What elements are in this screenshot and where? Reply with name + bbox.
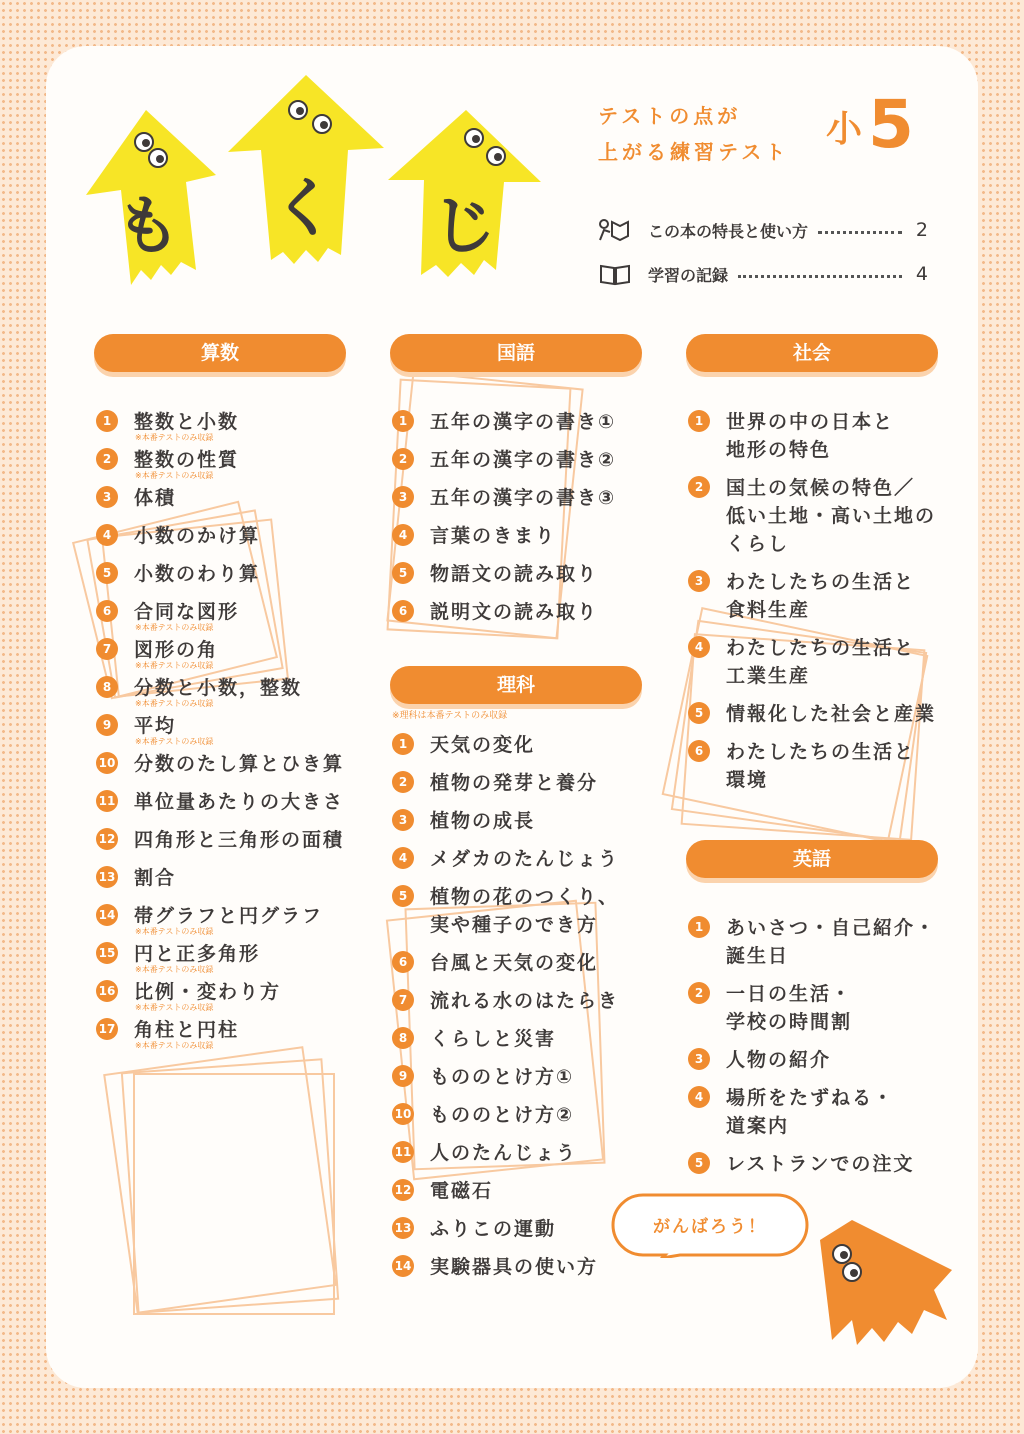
item-label: 体積 (134, 487, 177, 509)
item-label: 五年の漢字の書き① (430, 411, 617, 433)
item-label: 五年の漢字の書き② (430, 449, 617, 471)
item-note: ※本番テストのみ収録 (135, 927, 214, 936)
item-note: ※本番テストのみ収録 (135, 1041, 214, 1050)
item-label: 角柱と円柱 (134, 1019, 240, 1041)
item-label: わたしたちの生活と 食料生産 (726, 571, 916, 621)
item-label: 実験器具の使い方 (430, 1256, 599, 1278)
item-number-badge: 11 (392, 1141, 414, 1163)
item-label: 小数のかけ算 (134, 525, 261, 547)
item-number-badge: 16 (96, 980, 118, 1002)
item-number-badge: 4 (392, 524, 414, 546)
item-number-badge: 9 (96, 714, 118, 736)
item-number-badge: 3 (96, 486, 118, 508)
toc-item[interactable] (94, 408, 346, 442)
toc-item[interactable] (686, 568, 938, 624)
title-char-ku: く (272, 172, 336, 246)
item-number-badge: 1 (96, 410, 118, 432)
toc-item[interactable] (94, 978, 346, 1012)
item-note: ※本番テストのみ収録 (135, 623, 214, 632)
item-note: ※本番テストのみ収録 (135, 433, 214, 442)
item-number-badge: 4 (392, 847, 414, 869)
grade-number: 5 (868, 86, 914, 163)
toc-item[interactable] (686, 700, 938, 728)
item-number-badge: 3 (688, 1048, 710, 1070)
front-matter-label: この本の特長と使い方 (648, 221, 809, 241)
item-note: ※本番テストのみ収録 (135, 699, 214, 708)
english-section (686, 840, 938, 1188)
item-label: ふりこの運動 (430, 1218, 557, 1240)
item-number-badge: 6 (392, 600, 414, 622)
item-number-badge: 5 (392, 562, 414, 584)
toc-item[interactable] (94, 902, 346, 936)
front-matter-row[interactable] (598, 252, 928, 296)
item-number-badge: 14 (392, 1255, 414, 1277)
item-number-badge: 2 (392, 448, 414, 470)
item-number-badge: 14 (96, 904, 118, 926)
item-label: 合同な図形 (134, 601, 240, 623)
item-number-badge: 2 (392, 771, 414, 793)
item-number-badge: 12 (96, 828, 118, 850)
orange-arrow-mascot (812, 1210, 962, 1350)
toc-item[interactable] (390, 484, 642, 512)
toc-item[interactable] (390, 949, 642, 977)
toc-item[interactable] (390, 560, 642, 588)
toc-item[interactable] (94, 712, 346, 746)
toc-item[interactable] (390, 598, 642, 626)
item-number-badge: 2 (688, 982, 710, 1004)
item-number-badge: 7 (392, 989, 414, 1011)
item-label: レストランでの注文 (726, 1153, 915, 1175)
item-label: 単位量あたりの大きさ (134, 791, 345, 813)
item-note: ※本番テストのみ収録 (135, 1003, 214, 1012)
item-number-badge: 1 (392, 733, 414, 755)
category-header-science: 理科 (390, 666, 642, 704)
item-number-badge: 3 (392, 486, 414, 508)
item-label: 説明文の読み取り (430, 601, 599, 623)
item-label: 平均 (134, 715, 177, 737)
english-item-list (686, 914, 938, 1178)
toc-item[interactable] (686, 1084, 938, 1140)
toc-item[interactable] (390, 1025, 642, 1053)
toc-item[interactable] (390, 731, 642, 759)
item-note: ※本番テストのみ収録 (135, 661, 214, 670)
toc-item[interactable] (390, 522, 642, 550)
toc-item[interactable] (686, 914, 938, 970)
toc-item[interactable] (390, 1177, 642, 1205)
item-number-badge: 5 (96, 562, 118, 584)
science-item-list (390, 731, 642, 1281)
title-char-ji: じ (432, 190, 496, 264)
item-label: 割合 (134, 867, 177, 889)
toc-item[interactable] (94, 522, 346, 550)
item-number-badge: 4 (688, 1086, 710, 1108)
item-label: 流れる水のはたらき (430, 990, 620, 1012)
toc-item[interactable] (94, 750, 346, 778)
item-label: 台風と天気の変化 (430, 952, 599, 974)
item-number-badge: 9 (392, 1065, 414, 1087)
item-number-badge: 1 (392, 410, 414, 432)
science-note: ※理科は本番テストのみ収録 (392, 711, 508, 721)
cheer-text: がんばろう！ (653, 1217, 767, 1237)
item-number-badge: 3 (688, 570, 710, 592)
toc-item[interactable] (94, 636, 346, 670)
item-label: 植物の成長 (430, 810, 536, 832)
toc-item[interactable] (686, 1150, 938, 1178)
item-number-badge: 6 (688, 740, 710, 762)
item-number-badge: 5 (688, 702, 710, 724)
item-label: 五年の漢字の書き③ (430, 487, 617, 509)
toc-item[interactable] (390, 883, 642, 939)
toc-item[interactable] (390, 987, 642, 1015)
category-header-english: 英語 (686, 840, 938, 878)
item-label: もののとけ方② (430, 1104, 575, 1126)
toc-item[interactable] (390, 1215, 642, 1243)
item-label: 円と正多角形 (134, 943, 261, 965)
item-label: メダカのたんじょう (430, 848, 620, 870)
toc-item[interactable] (94, 674, 346, 708)
toc-item[interactable] (390, 1139, 642, 1167)
item-label: 比例・変わり方 (134, 981, 282, 1003)
item-note: ※本番テストのみ収録 (135, 471, 214, 480)
leader-dots (818, 231, 902, 234)
book-title-line1: テストの点が (598, 104, 742, 128)
toc-item[interactable] (390, 845, 642, 873)
item-label: 物語文の読み取り (430, 563, 599, 585)
toc-item[interactable] (94, 864, 346, 892)
math-item-list (94, 408, 346, 1050)
item-number-badge: 10 (96, 752, 118, 774)
item-number-badge: 6 (392, 951, 414, 973)
front-matter-page: 4 (915, 263, 928, 285)
item-number-badge: 8 (392, 1027, 414, 1049)
item-label: 世界の中の日本と 地形の特色 (726, 411, 895, 461)
item-label: 分数と小数，整数 (134, 677, 303, 699)
item-label: 四角形と三角形の面積 (134, 829, 345, 851)
item-number-badge: 1 (688, 410, 710, 432)
item-label: 情報化した社会と産業 (726, 703, 937, 725)
item-number-badge: 1 (688, 916, 710, 938)
title-char-mo: も (116, 190, 180, 264)
toc-item[interactable] (390, 769, 642, 797)
japanese-item-list (390, 408, 642, 626)
japanese-section (390, 334, 642, 636)
toc-item[interactable] (686, 1046, 938, 1074)
toc-item[interactable] (686, 474, 938, 558)
item-number-badge: 10 (392, 1103, 414, 1125)
toc-item[interactable] (390, 446, 642, 474)
item-label: 一日の生活・ 学校の時間割 (726, 983, 853, 1033)
item-label: わたしたちの生活と 工業生産 (726, 637, 916, 687)
category-header-math: 算数 (94, 334, 346, 372)
item-label: 場所をたずねる・ 道案内 (726, 1087, 895, 1137)
toc-item[interactable] (390, 408, 642, 436)
front-matter-label: 学習の記録 (648, 265, 729, 285)
item-label: 分数のたし算とひき算 (134, 753, 345, 775)
item-number-badge: 5 (392, 885, 414, 907)
social-section (686, 334, 938, 804)
book-title (598, 98, 789, 170)
toc-item[interactable] (390, 1101, 642, 1129)
item-label: 植物の発芽と養分 (430, 772, 599, 794)
grade-label (826, 86, 914, 163)
toc-item[interactable] (94, 940, 346, 974)
social-item-list (686, 408, 938, 794)
item-number-badge: 12 (392, 1179, 414, 1201)
item-note: ※本番テストのみ収録 (135, 737, 214, 746)
open-book-icon (598, 262, 632, 286)
item-number-badge: 13 (392, 1217, 414, 1239)
toc-item[interactable] (686, 634, 938, 690)
item-number-badge: 5 (688, 1152, 710, 1174)
toc-item[interactable] (94, 446, 346, 480)
book-title-line2: 上がる練習テスト (598, 140, 790, 164)
item-label: 人物の紹介 (726, 1049, 832, 1071)
toc-item[interactable] (94, 788, 346, 816)
item-number-badge: 2 (688, 476, 710, 498)
item-number-badge: 4 (688, 636, 710, 658)
toc-item[interactable] (686, 738, 938, 794)
item-label: 図形の角 (134, 639, 219, 661)
mokuji-arrow-characters (76, 70, 556, 300)
item-label: 帯グラフと円グラフ (134, 905, 324, 927)
toc-item[interactable] (390, 1063, 642, 1091)
item-number-badge: 8 (96, 676, 118, 698)
category-header-japanese: 国語 (390, 334, 642, 372)
front-matter-row[interactable] (598, 208, 928, 252)
item-label: くらしと災害 (430, 1028, 557, 1050)
item-number-badge: 15 (96, 942, 118, 964)
item-label: 国土の気候の特色／ 低い土地・高い土地の くらし (726, 477, 937, 555)
item-number-badge: 17 (96, 1018, 118, 1040)
toc-item[interactable] (94, 598, 346, 632)
item-number-badge: 7 (96, 638, 118, 660)
item-number-badge: 4 (96, 524, 118, 546)
item-note: ※本番テストのみ収録 (135, 965, 214, 974)
toc-item[interactable] (94, 560, 346, 588)
front-matter-list (598, 208, 928, 296)
item-label: 人のたんじょう (430, 1142, 578, 1164)
item-number-badge: 2 (96, 448, 118, 470)
toc-item[interactable] (94, 826, 346, 854)
item-label: 整数と小数 (134, 411, 240, 433)
item-number-badge: 6 (96, 600, 118, 622)
math-section (94, 334, 346, 1054)
item-number-badge: 13 (96, 866, 118, 888)
grade-prefix: 小 (826, 109, 863, 150)
item-label: もののとけ方① (430, 1066, 575, 1088)
toc-item[interactable] (94, 484, 346, 512)
toc-item[interactable] (390, 807, 642, 835)
toc-item[interactable] (686, 980, 938, 1036)
item-label: 植物の花のつくり、 実や種子のでき方 (430, 886, 620, 936)
item-label: 電磁石 (430, 1180, 494, 1202)
leader-dots (738, 275, 902, 278)
item-label: 天気の変化 (430, 734, 536, 756)
front-matter-page: 2 (915, 219, 928, 241)
toc-item[interactable] (686, 408, 938, 464)
toc-item[interactable] (390, 1253, 642, 1281)
item-number-badge: 11 (96, 790, 118, 812)
item-label: 小数のわり算 (134, 563, 261, 585)
item-label: わたしたちの生活と 環境 (726, 741, 916, 791)
item-label: あいさつ・自己紹介・ 誕生日 (726, 917, 937, 967)
toc-item[interactable] (94, 1016, 346, 1050)
item-label: 言葉のきまり (430, 525, 557, 547)
item-label: 整数の性質 (134, 449, 240, 471)
item-number-badge: 3 (392, 809, 414, 831)
reading-person-icon (598, 218, 632, 242)
science-section (390, 666, 642, 1291)
category-header-social: 社会 (686, 334, 938, 372)
